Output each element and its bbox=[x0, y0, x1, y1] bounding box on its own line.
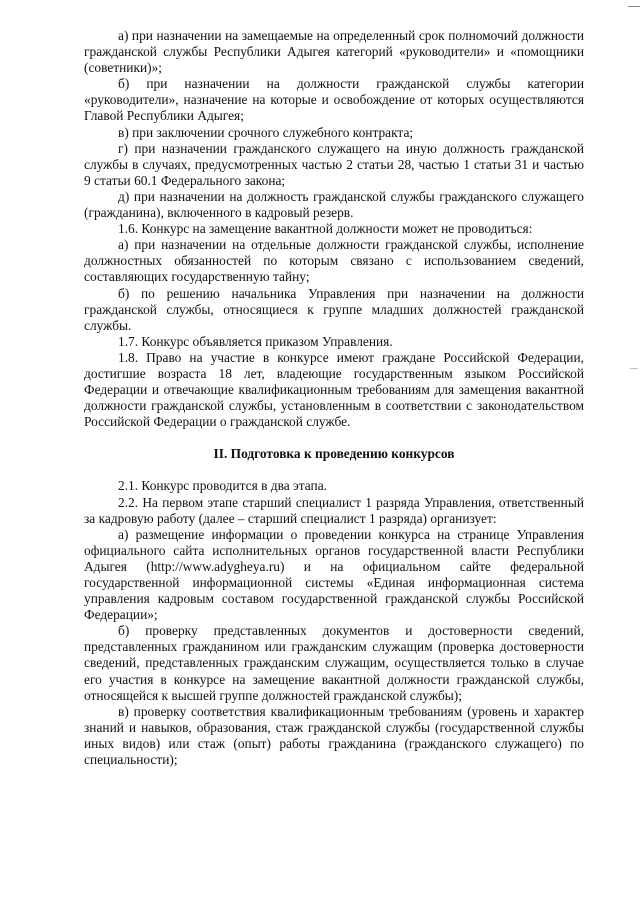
paragraph: г) при назначении гражданского служащего на иную должность гражданской службы в случаях, предусмотренных частью 2 статьи 28, частью 1 статьи 31 и частью 9 статьи 60.1 Федерального закона; bbox=[84, 140, 584, 188]
paragraph: а) размещение информации о проведении конкурса на странице Управления официального сайта исполнительных органов государственной власти Республики Адыгея (http://www.adygheya.ru) и на официальном сайте федеральной государственной информационной системы «Единая информационная система управления кадровым составом государственной гражданской службы Российской Федерации»; bbox=[84, 526, 584, 623]
margin-tick bbox=[630, 368, 638, 369]
paragraph: а) при назначении на замещаемые на определенный срок полномочий должности гражданской службы Республики Адыгея категорий «руководители» и «помощники (советники)»; bbox=[84, 28, 584, 76]
paragraph: а) при назначении на отдельные должности гражданской службы, исполнение должностных обязанностей по которым связано с использованием сведений, составляющих государственную тайну; bbox=[84, 237, 584, 285]
paragraph: 2.1. Конкурс проводится в два этапа. bbox=[118, 478, 328, 494]
paragraph: б) проверку представленных документов и достоверности сведений, представленных гражданином или гражданским служащим (проверка достоверности сведений, представленных гражданским служащим, осуществляется только в случае его участия в конкурсе на замещение вакантной должности гражданской службы, относящейся к высшей группе должностей гражданской службы); bbox=[84, 623, 584, 703]
spacer bbox=[84, 462, 584, 478]
paragraph: в) проверку соответствия квалификационным требованиям (уровень и характер знаний и навыков, образования, стаж гражданской службы (государственной службы иных видов) или стаж (опыт) работы гражданина (гражданского служащего) по специальности); bbox=[84, 703, 584, 768]
section-heading: II. Подготовка к проведению конкурсов bbox=[213, 446, 455, 462]
paragraph: в) при заключении срочного служебного контракта; bbox=[118, 124, 414, 140]
page-edge-mark bbox=[628, 6, 640, 7]
paragraph: д) при назначении на должность гражданской службы гражданского служащего (гражданина), включенного в кадровый резерв. bbox=[84, 188, 584, 221]
paragraph: 1.6. Конкурс на замещение вакантной должности может не проводиться: bbox=[118, 221, 533, 237]
document-page bbox=[84, 28, 584, 768]
paragraph: б) по решению начальника Управления при назначении на должности гражданской службы, относящиеся к группе младших должностей гражданской службы. bbox=[84, 285, 584, 333]
paragraph: 1.8. Право на участие в конкурсе имеют граждане Российской Федерации, достигшие возраста 18 лет, владеющие государственным языком Российской Федерации и отвечающие квалификационным требованиям для замещения вакантной должности гражданской службы, установленным в соответствии с законодательством Российской Федерации о гражданской службе. bbox=[84, 349, 584, 430]
paragraph: 2.2. На первом этапе старший специалист 1 разряда Управления, ответственный за кадровую работу (далее – старший специалист 1 разряда) организует: bbox=[84, 494, 584, 526]
paragraph: б) при назначении на должности гражданской службы категории «руководители», назначение на которые и освобождение от которых осуществляются Главой Республики Адыгея; bbox=[84, 76, 584, 124]
paragraph: 1.7. Конкурс объявляется приказом Управления. bbox=[118, 333, 393, 349]
spacer bbox=[84, 430, 584, 446]
